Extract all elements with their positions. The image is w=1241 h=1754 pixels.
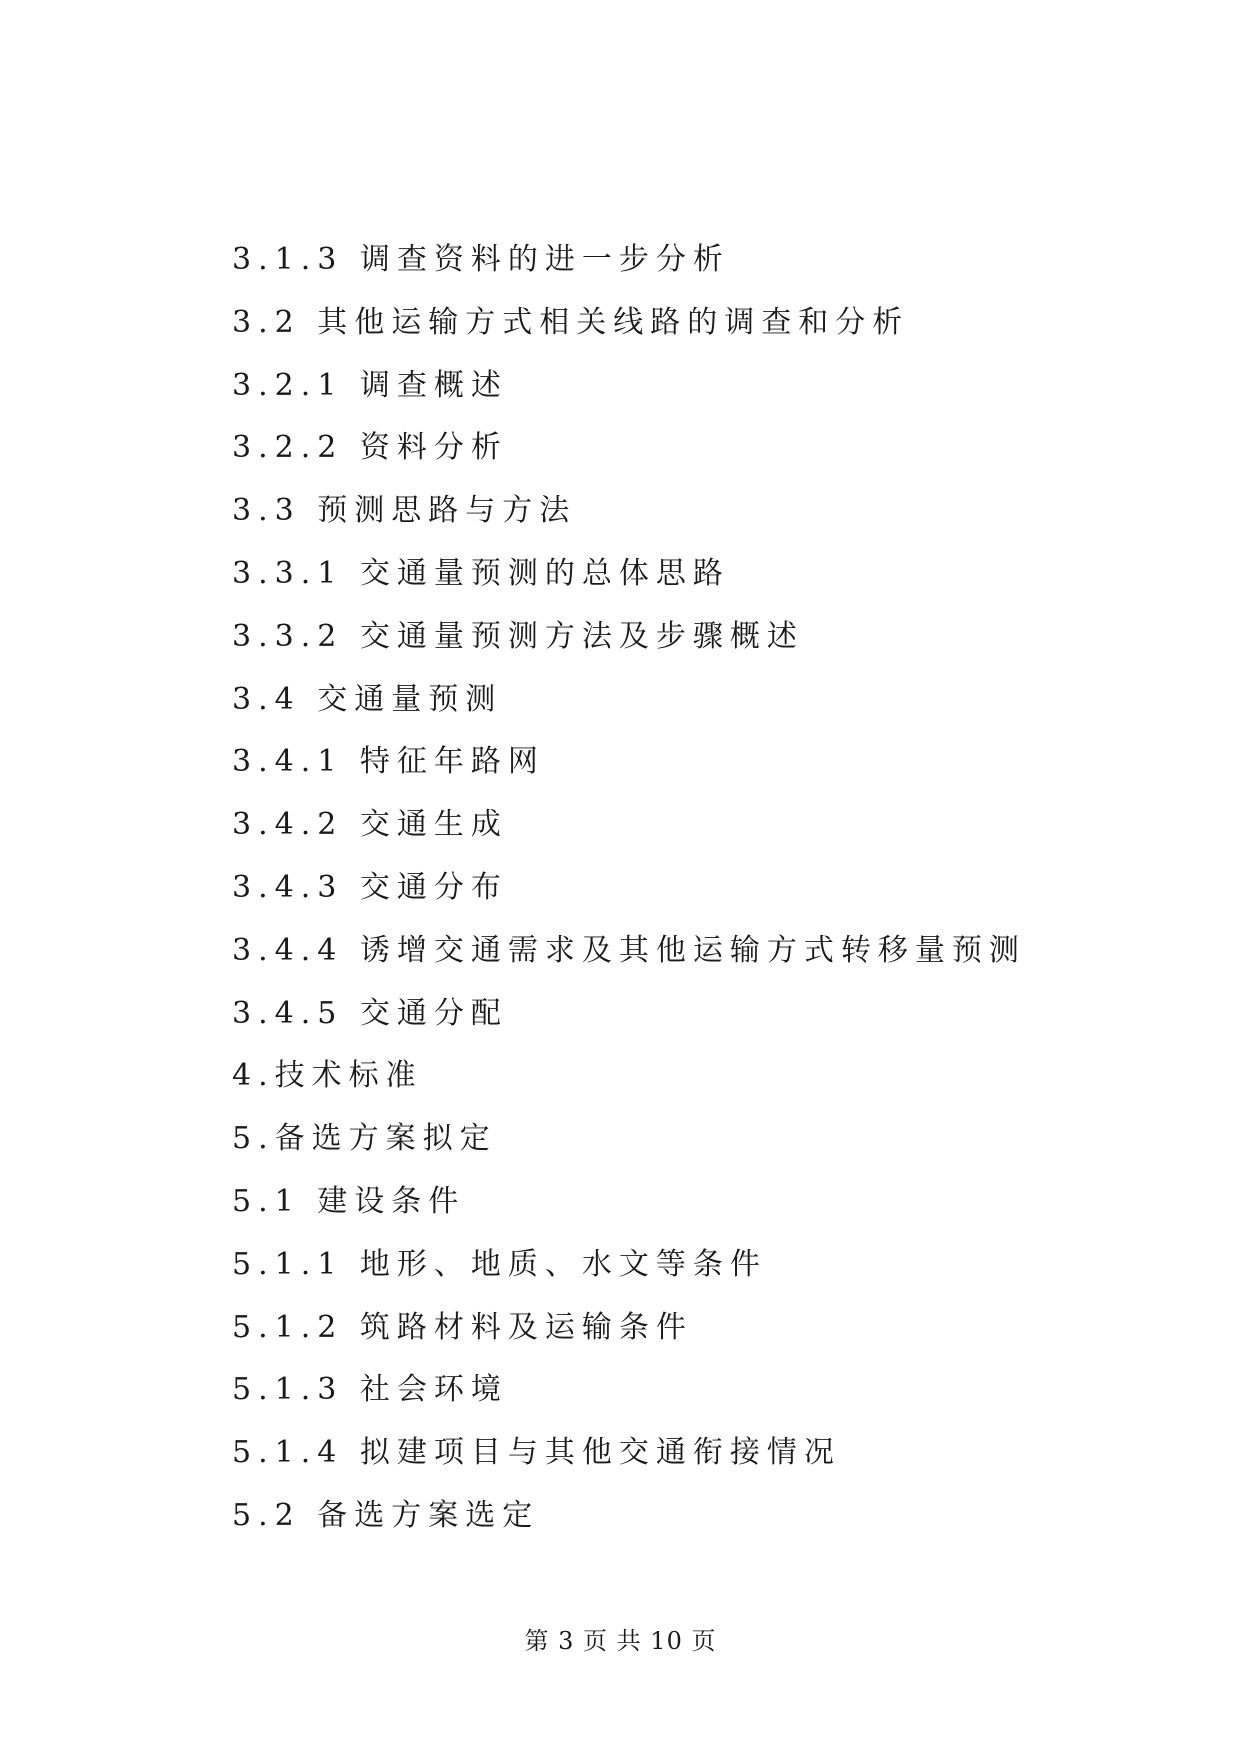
toc-line: 3.4.4 诱增交通需求及其他运输方式转移量预测 — [232, 932, 1026, 968]
toc-line: 3.4.5 交通分配 — [232, 995, 508, 1031]
toc-line: 3.4 交通量预测 — [232, 681, 503, 717]
toc-line: 5.2 备选方案选定 — [232, 1497, 540, 1533]
toc-line: 5.1.2 筑路材料及运输条件 — [232, 1309, 693, 1345]
toc-line: 3.2.2 资料分析 — [232, 430, 508, 466]
toc-line: 5.1 建设条件 — [232, 1183, 466, 1219]
toc-line: 5.1.3 社会环境 — [232, 1372, 508, 1408]
toc-line: 5.1.4 拟建项目与其他交通衔接情况 — [232, 1435, 841, 1471]
toc-line: 3.3.1 交通量预测的总体思路 — [232, 555, 730, 591]
toc-line: 3.4.3 交通分布 — [232, 869, 508, 905]
page-number-footer: 第 3 页 共 10 页 — [524, 1627, 717, 1655]
toc-line: 5.备选方案拟定 — [232, 1121, 497, 1157]
toc-line: 3.4.2 交通生成 — [232, 807, 508, 843]
toc-line: 3.3 预测思路与方法 — [232, 493, 577, 529]
toc-line: 3.2.1 调查概述 — [232, 367, 508, 403]
toc-line: 5.1.1 地形、地质、水文等条件 — [232, 1246, 767, 1282]
toc-line: 4.技术标准 — [232, 1058, 423, 1094]
toc-line: 3.2 其他运输方式相关线路的调查和分析 — [232, 304, 910, 340]
toc-line: 3.3.2 交通量预测方法及步骤概述 — [232, 618, 804, 654]
toc-line: 3.1.3 调查资料的进一步分析 — [232, 242, 730, 277]
toc-line: 3.4.1 特征年路网 — [232, 744, 545, 780]
table-of-contents — [232, 229, 1132, 1548]
